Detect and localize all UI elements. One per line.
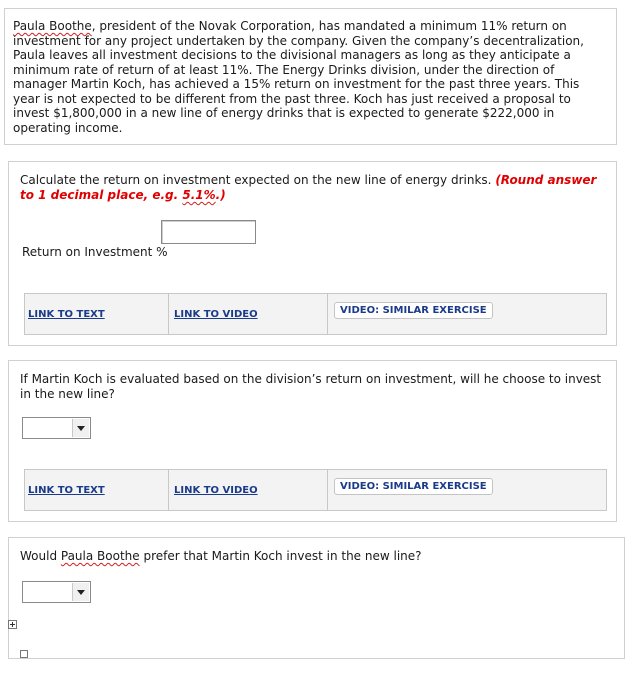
checkbox[interactable] xyxy=(20,650,28,658)
link-to-video[interactable]: LINK TO VIDEO xyxy=(174,485,258,496)
question-roi xyxy=(8,161,617,346)
expand-icon[interactable] xyxy=(8,620,17,629)
question-invest-decision xyxy=(8,360,617,522)
video-similar-exercise-button[interactable]: VIDEO: SIMILAR EXERCISE xyxy=(334,302,493,319)
roi-input[interactable] xyxy=(161,220,256,244)
resource-links-bar xyxy=(24,469,607,511)
problem-statement xyxy=(4,8,617,145)
question-preference-text: Would Paula Boothe prefer that Martin Koch invest in the new line? xyxy=(20,549,422,563)
chevron-down-icon[interactable] xyxy=(72,583,89,601)
resource-links-bar xyxy=(24,293,607,335)
question-invest-text: If Martin Koch is evaluated based on the division’s return on investment, will he choose to invest in the new line? xyxy=(20,372,602,401)
preference-select[interactable] xyxy=(22,581,91,603)
question-paula-preference xyxy=(8,537,625,659)
invest-decision-select[interactable] xyxy=(22,417,91,439)
roi-input-label: Return on Investment % xyxy=(22,245,168,259)
rounding-hint: (Round answer to 1 decimal place, e.g. 5.1%.) xyxy=(20,173,597,202)
video-similar-exercise-button[interactable]: VIDEO: SIMILAR EXERCISE xyxy=(334,478,493,495)
name-paula-boothe: Paula Boothe xyxy=(13,19,92,33)
chevron-down-icon[interactable] xyxy=(72,419,89,437)
problem-text: , president of the Novak Corporation, has mandated a minimum 11% return on investment for any project undertaken by the company. Given the company’s decentralization, Paula leaves all investment decisions to the divisional managers as long as they anticipate a minimum rate of return of at least 11%. The Energy Drinks division, under the direction of manager Martin Koch, has achieved a 15% return on investment for the past three years. This year is not expected to be different from the past three. Koch has just received a proposal to invest $1,800,000 in a new line of energy drinks that is expected to generate $222,000 in operating income. xyxy=(13,19,584,135)
link-to-text[interactable]: LINK TO TEXT xyxy=(28,309,105,320)
link-to-text[interactable]: LINK TO TEXT xyxy=(28,485,105,496)
question-roi-text: Calculate the return on investment expected on the new line of energy drinks. (Round answer to 1 decimal place, e.g. 5.1%.) xyxy=(20,173,597,202)
link-to-video[interactable]: LINK TO VIDEO xyxy=(174,309,258,320)
